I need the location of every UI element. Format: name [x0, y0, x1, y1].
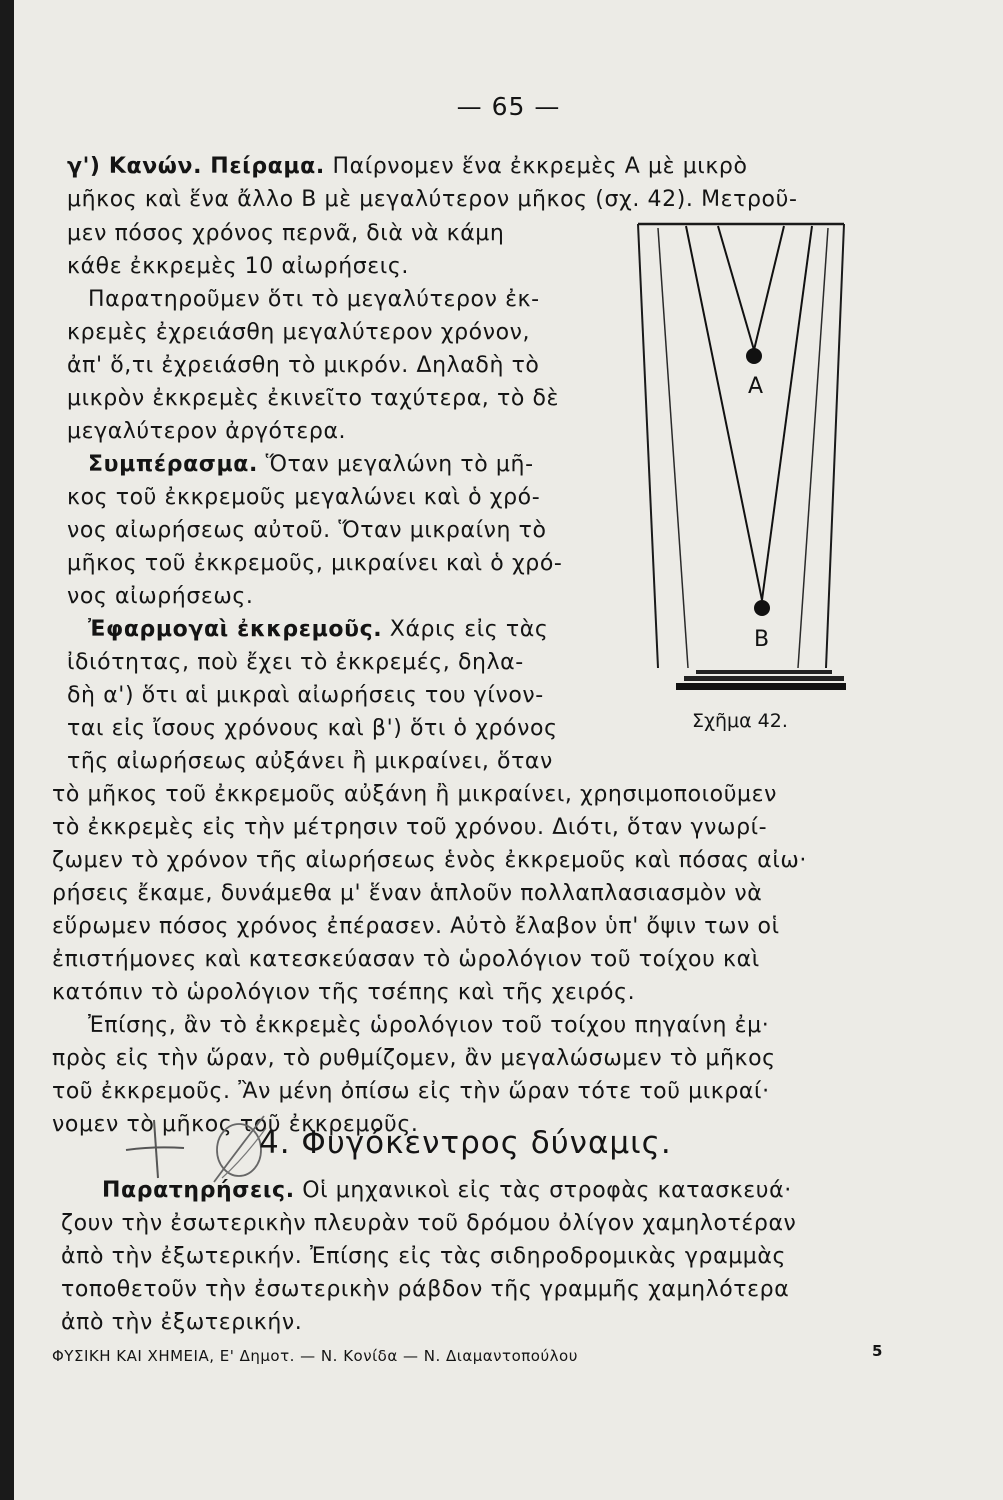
- pendulum-a-string-left: [718, 226, 754, 350]
- label-a: A: [748, 374, 764, 399]
- text-line: ρήσεις ἔκαμε, δυνάμεθα μ' ἕναν ἁπλοῦν πολλαπλασιασμὸν νὰ: [52, 881, 763, 906]
- text-line: [102, 1178, 792, 1203]
- text-line: ζωμεν τὸ χρόνον τῆς αἰωρήσεως ἑνὸς ἐκκρεμοῦς καὶ πόσας αἰω·: [52, 848, 807, 873]
- text-line: μεν πόσος χρόνος περνᾶ, διὰ νὰ κάμη: [67, 221, 505, 246]
- text-line: Ἐπίσης, ἂν τὸ ἐκκρεμὲς ὡρολόγιον τοῦ τοίχου πηγαίνη ἐμ·: [88, 1013, 770, 1038]
- text-line: τὸ μῆκος τοῦ ἐκκρεμοῦς αὐξάνη ἢ μικραίνει, χρησιμοποιοῦμεν: [52, 782, 778, 807]
- text-line: νος αἰωρήσεως.: [67, 584, 254, 609]
- text-line: ἀπ' ὅ,τι ἐχρειάσθη τὸ μικρόν. Δηλαδὴ τὸ: [67, 353, 540, 378]
- pendulum-a-bob: [746, 348, 762, 364]
- frame-inner-left: [658, 228, 688, 668]
- text-line: κος τοῦ ἐκκρεμοῦς μεγαλώνει καὶ ὁ χρό-: [67, 485, 541, 510]
- text-line: Παρατηροῦμεν ὅτι τὸ μεγαλύτερον ἐκ-: [88, 287, 540, 312]
- text-line: δὴ α') ὅτι αἱ μικραὶ αἰωρήσεις του γίνον-: [67, 683, 544, 708]
- label-b: B: [754, 627, 770, 652]
- text-line: κρεμὲς ἐχρειάσθη μεγαλύτερον χρόνον,: [67, 320, 531, 345]
- pendulum-b-bob: [754, 600, 770, 616]
- pendulum-b-string-left: [686, 226, 762, 600]
- text-line: πρὸς εἰς τὴν ὥραν, τὸ ρυθμίζομεν, ἂν μεγαλώσωμεν τὸ μῆκος: [52, 1046, 776, 1071]
- text-line: νος αἰωρήσεως αὐτοῦ. Ὅταν μικραίνη τὸ: [67, 518, 547, 543]
- text-line: τὸ ἐκκρεμὲς εἰς τὴν μέτρησιν τοῦ χρόνου. Διότι, ὅταν γνωρί-: [52, 815, 768, 840]
- base-top: [696, 670, 832, 674]
- sheet-mark: 5: [872, 1342, 883, 1360]
- text-line: μῆκος τοῦ ἐκκρεμοῦς, μικραίνει καὶ ὁ χρό-: [67, 551, 563, 576]
- text-line: κατόπιν τὸ ὡρολόγιον τῆς τσέπης καὶ τῆς χειρός.: [52, 980, 636, 1005]
- page-number: — 65 —: [456, 92, 561, 121]
- text-line: μῆκος καὶ ἕνα ἄλλο Β μὲ μεγαλύτερον μῆκος (σχ. 42). Μετροῦ-: [67, 187, 798, 212]
- section-label-observations: Παρατηρήσεις.: [102, 1178, 295, 1203]
- section-heading: 4. Φυγόκεντρος δύναμις.: [259, 1125, 672, 1161]
- text-span: Οἱ μηχανικοὶ εἰς τὰς στροφὰς κατασκευά·: [294, 1178, 792, 1203]
- text-line: νομεν τὸ μῆκος τοῦ ἐκκρεμοῦς.: [52, 1112, 419, 1137]
- pendulum-a-string-right: [754, 226, 784, 350]
- text-line: τοῦ ἐκκρεμοῦς. Ἂν μένη ὀπίσω εἰς τὴν ὥραν τότε τοῦ μικραί·: [52, 1079, 770, 1104]
- text-line: [88, 452, 534, 477]
- section-label-applications: Ἐφαρμογαὶ ἐκκρεμοῦς.: [88, 617, 383, 642]
- text-line: ται εἰς ἴσους χρόνους καὶ β') ὅτι ὁ χρόνος: [67, 716, 558, 741]
- pencil-annotation-mark: [114, 1108, 274, 1188]
- pendulum-figure: [636, 218, 846, 698]
- base-bottom: [676, 683, 846, 690]
- page-footer: ΦΥΣΙΚΗ ΚΑΙ ΧΗΜΕΙΑ, Ε' Δημοτ. — Ν. Κονίδα — Ν. Διαμαντοπούλου: [52, 1347, 578, 1365]
- frame-right-post: [826, 224, 844, 668]
- book-page: [14, 0, 1003, 1500]
- frame-left-post: [638, 224, 658, 668]
- text-line: τοποθετοῦν τὴν ἐσωτερικὴν ράβδον τῆς γραμμῆς χαμηλότερα: [61, 1277, 790, 1302]
- section-label-conclusion: Συμπέρασμα.: [88, 452, 258, 477]
- base-middle: [684, 676, 844, 681]
- section-label-kanon: γ') Κανών. Πείραμα.: [67, 154, 325, 179]
- text-line: [67, 154, 748, 179]
- text-line: ἀπὸ τὴν ἐξωτερικήν. Ἐπίσης εἰς τὰς σιδηροδρομικὰς γραμμὰς: [61, 1244, 787, 1269]
- text-line: [88, 617, 548, 642]
- text-line: κάθε ἐκκρεμὲς 10 αἰωρήσεις.: [67, 254, 409, 279]
- text-span: Ὅταν μεγαλώνη τὸ μῆ-: [257, 452, 534, 477]
- text-line: μεγαλύτερον ἀργότερα.: [67, 419, 347, 444]
- text-line: ἐπιστήμονες καὶ κατεσκεύασαν τὸ ὡρολόγιον τοῦ τοίχου καὶ: [52, 947, 760, 972]
- text-span: Παίρνομεν ἕνα ἐκκρεμὲς Α μὲ μικρὸ: [324, 154, 748, 179]
- text-line: ἰδιότητας, ποὺ ἔχει τὸ ἐκκρεμές, δηλα-: [67, 650, 524, 675]
- text-line: ἀπὸ τὴν ἐξωτερικήν.: [61, 1310, 303, 1335]
- text-span: Χάρις εἰς τὰς: [382, 617, 549, 642]
- text-line: εὕρωμεν πόσος χρόνος ἐπέρασεν. Αὐτὸ ἔλαβον ὑπ' ὄψιν των οἱ: [52, 914, 780, 939]
- text-line: μικρὸν ἐκκρεμὲς ἐκινεῖτο ταχύτερα, τὸ δὲ: [67, 386, 560, 411]
- figure-caption: Σχῆμα 42.: [692, 710, 788, 732]
- text-line: ζουν τὴν ἐσωτερικὴν πλευρὰν τοῦ δρόμου ὀλίγον χαμηλοτέραν: [61, 1211, 797, 1236]
- text-line: τῆς αἰωρήσεως αὐξάνει ἢ μικραίνει, ὅταν: [67, 749, 553, 774]
